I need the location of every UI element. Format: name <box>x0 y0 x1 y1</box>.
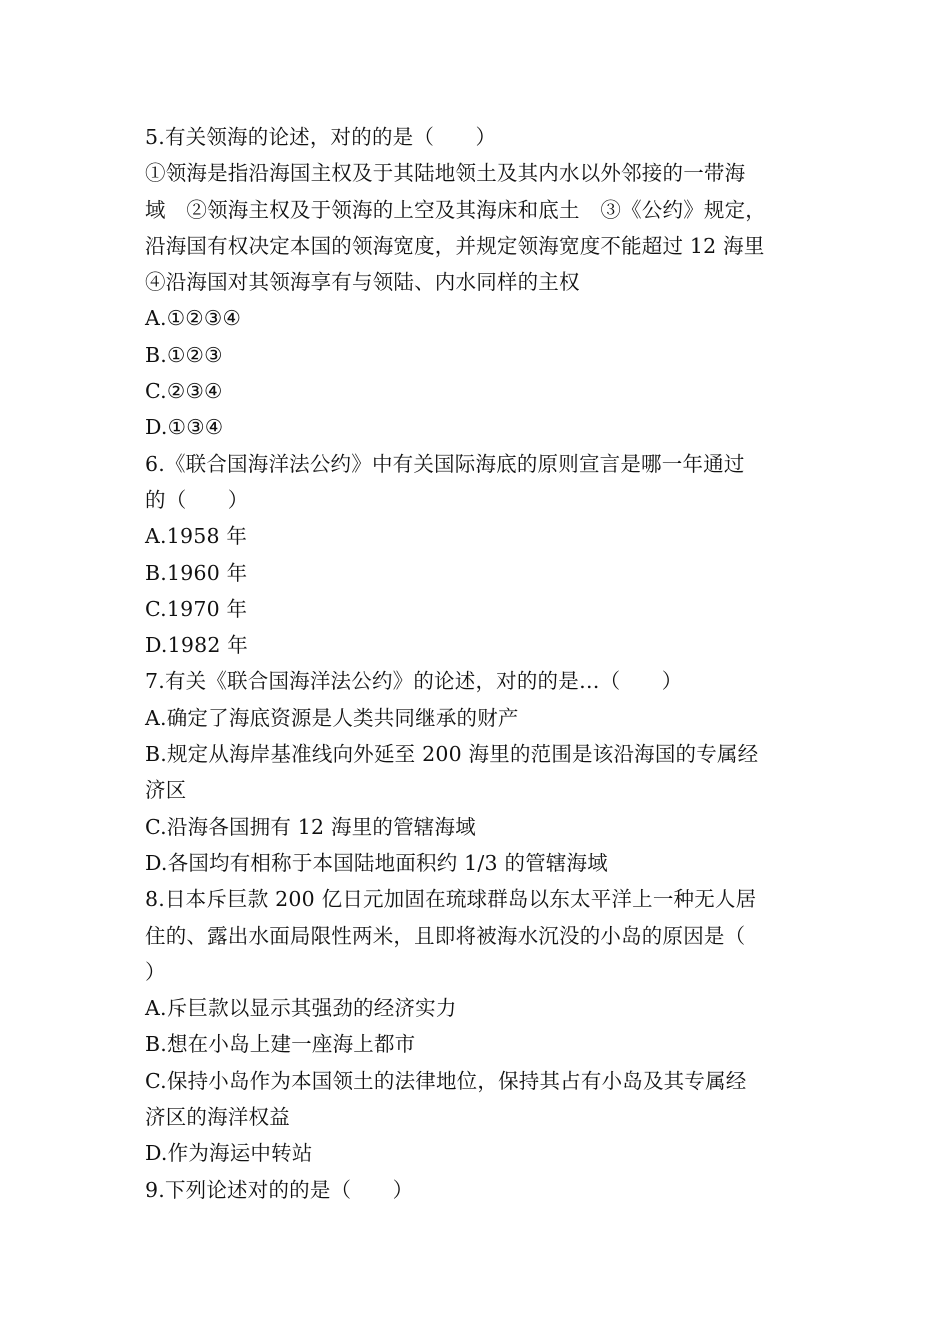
question-8-stem-line-1: 8.日本斥巨款 200 亿日元加固在琉球群岛以东太平洋上一种无人居 <box>145 887 757 912</box>
question-7-stem: 7.有关《联合国海洋法公约》的论述，对的的是…（ ） <box>145 669 683 694</box>
question-8-stem-line-3: ） <box>145 959 166 984</box>
question-8-option-b: B.想在小岛上建一座海上都市 <box>145 1032 416 1057</box>
question-6-stem-line-1: 6.《联合国海洋法公约》中有关国际海底的原则宣言是哪一年通过 <box>145 451 745 476</box>
question-6-stem-line-2: 的（ ） <box>145 487 249 512</box>
question-6-option-d: D.1982 年 <box>145 633 249 658</box>
question-6-option-c: C.1970 年 <box>145 596 248 621</box>
question-8-option-c-line-2: 济区的海洋权益 <box>145 1105 290 1130</box>
question-8-option-c-line-1: C.保持小岛作为本国领土的法律地位，保持其占有小岛及其专属经 <box>145 1068 747 1093</box>
question-8-option-d: D.作为海运中转站 <box>145 1141 313 1166</box>
question-5-stem: 5.有关领海的论述，对的的是（ ） <box>145 125 497 149</box>
question-5-statements-line-2: 域 ②领海主权及于领海的上空及其海床和底土 ③《公约》规定， <box>145 197 766 222</box>
question-7-option-b-line-1: B.规定从海岸基准线向外延至 200 海里的范围是该沿海国的专属经 <box>145 742 759 767</box>
question-6-option-b: B.1960 年 <box>145 560 248 585</box>
question-7-option-c: C.沿海各国拥有 12 海里的管辖海域 <box>145 814 476 839</box>
question-5-statements-line-4: ④沿海国对其领海享有与领陆、内水同样的主权 <box>145 270 580 295</box>
question-7-option-d: D.各国均有相称于本国陆地面积约 1/3 的管辖海域 <box>145 850 608 875</box>
question-5-option-d: D.①③④ <box>145 415 224 440</box>
document-content <box>145 119 825 1208</box>
question-6-option-a: A.1958 年 <box>145 524 248 549</box>
question-5-statements-line-3: 沿海国有权决定本国的领海宽度，并规定领海宽度不能超过 12 海里 <box>145 233 765 258</box>
question-9-stem: 9.下列论述对的的是（ ） <box>145 1177 414 1202</box>
question-7-option-a: A.确定了海底资源是人类共同继承的财产 <box>145 705 519 730</box>
question-5-statements-line-1: ①领海是指沿海国主权及于其陆地领土及其内水以外邻接的一带海 <box>145 161 746 186</box>
question-7-option-b-line-2: 济区 <box>145 778 187 803</box>
question-5-option-a: A.①②③④ <box>145 306 242 331</box>
question-5-option-c: C.②③④ <box>145 379 223 404</box>
question-5-option-b: B.①②③ <box>145 342 223 367</box>
question-8-option-a: A.斥巨款以显示其强劲的经济实力 <box>145 996 457 1021</box>
question-8-stem-line-2: 住的、露出水面局限性两米，且即将被海水沉没的小岛的原因是（ <box>145 923 746 948</box>
